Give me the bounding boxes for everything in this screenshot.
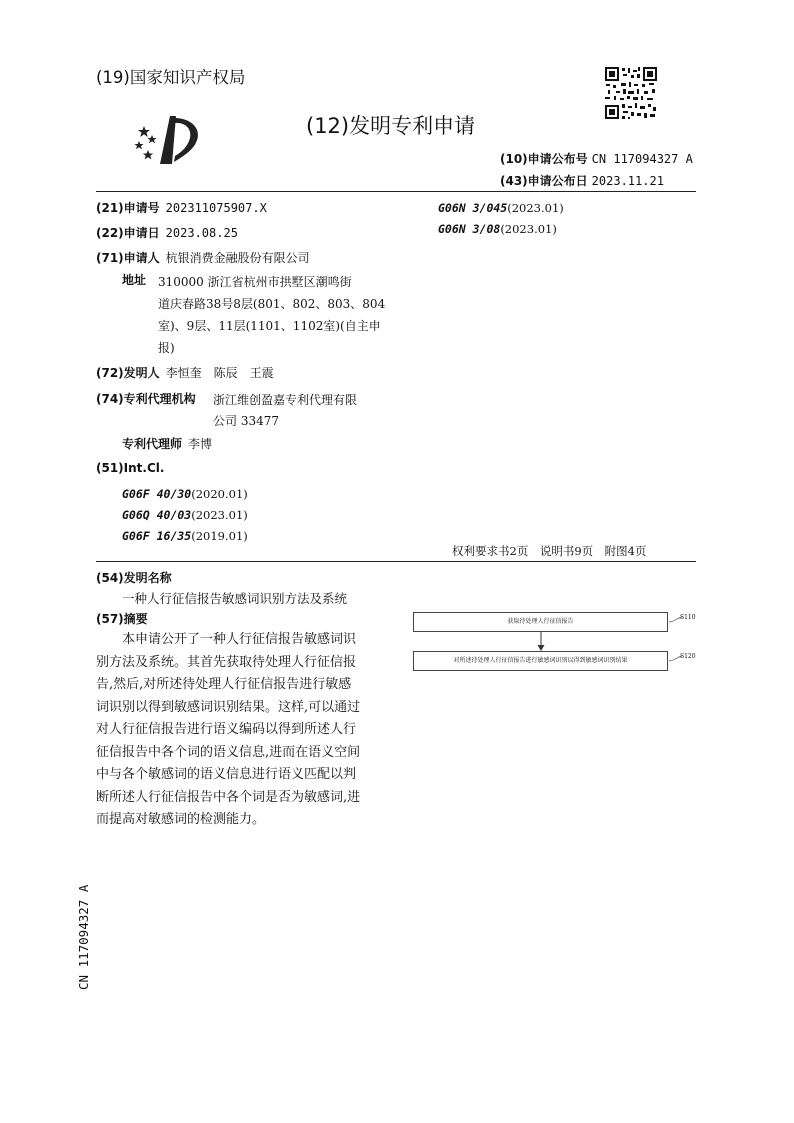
side-publication-number: CN 117094327 A bbox=[76, 884, 91, 990]
int-cl-item: G06F 16/35(2019.01) bbox=[122, 529, 248, 543]
abstract-label: (57)摘要 bbox=[96, 612, 148, 626]
publication-number: (10)申请公布号 CN 117094327 A bbox=[500, 152, 693, 166]
biblio-divider bbox=[96, 561, 696, 562]
flow-step-id: S110 bbox=[680, 614, 696, 621]
agency: 浙江维创盈嘉专利代理有限 公司 33477 bbox=[213, 393, 358, 428]
flow-step-box: 对所述待处理人行征信报告进行敏感词识别以得到敏感词识别结果 bbox=[413, 651, 668, 671]
int-cl-label: (51)Int.Cl. bbox=[96, 461, 165, 475]
flow-step-box: 获取待处理人行征信报告 bbox=[413, 612, 668, 632]
invention-title-label: (54)发明名称 bbox=[96, 571, 172, 585]
inventors: (72)发明人 李恒奎 陈辰 王震 bbox=[96, 366, 274, 380]
patent-agent: 专利代理师 李博 bbox=[122, 437, 213, 451]
document-type-title: (12)发明专利申请 bbox=[306, 114, 476, 138]
applicant: (71)申请人 杭银消费金融股份有限公司 bbox=[96, 251, 310, 265]
qr-code bbox=[604, 66, 658, 120]
address-label: 地址 bbox=[122, 273, 147, 287]
int-cl-item-right: G06N 3/045(2023.01) bbox=[438, 201, 564, 215]
header-divider bbox=[96, 191, 696, 192]
flow-step-id: S120 bbox=[680, 653, 696, 660]
publication-date: (43)申请公布日 2023.11.21 bbox=[500, 174, 664, 188]
application-number: (21)申请号 202311075907.X bbox=[96, 201, 267, 215]
int-cl-item: G06Q 40/03(2023.01) bbox=[122, 508, 248, 522]
application-date: (22)申请日 2023.08.25 bbox=[96, 226, 238, 240]
invention-title: 一种人行征信报告敏感词识别方法及系统 bbox=[122, 591, 348, 606]
page-count: 权利要求书2页 说明书9页 附图4页 bbox=[452, 544, 647, 558]
office-name: (19)国家知识产权局 bbox=[96, 68, 246, 87]
flow-step-leader-line bbox=[669, 616, 683, 624]
flow-step-leader-line bbox=[669, 655, 683, 663]
int-cl-item: G06F 40/30(2020.01) bbox=[122, 487, 248, 501]
agency-label: (74)专利代理机构 bbox=[96, 392, 196, 406]
address: 310000 浙江省杭州市拱墅区潮鸣街 道庆春路38号8层(801、802、803、804 室)、9层、11层(1101、1102室)(自主申 报) bbox=[158, 275, 386, 355]
flow-arrow-down bbox=[536, 632, 546, 651]
cnipa-emblem-logo bbox=[128, 108, 206, 172]
int-cl-item-right: G06N 3/08(2023.01) bbox=[438, 222, 557, 236]
abstract-text: 本申请公开了一种人行征信报告敏感词识 别方法及系统。其首先获取待处理人行征信报 告,然后,对所述待处理人行征信报告进行敏感 词识别以得到敏感词识别结果。这样,可以通过 对人行征信报告进行语义编码以得到所述人行 征信报告中各个词的语义信息,进而在语义空间 中与各个敏感词的语义信息进行语义匹配以判 断所述人行征信报告中各个词是否为敏感词,进 而提高对敏感词的检测能力。 bbox=[96, 632, 361, 827]
